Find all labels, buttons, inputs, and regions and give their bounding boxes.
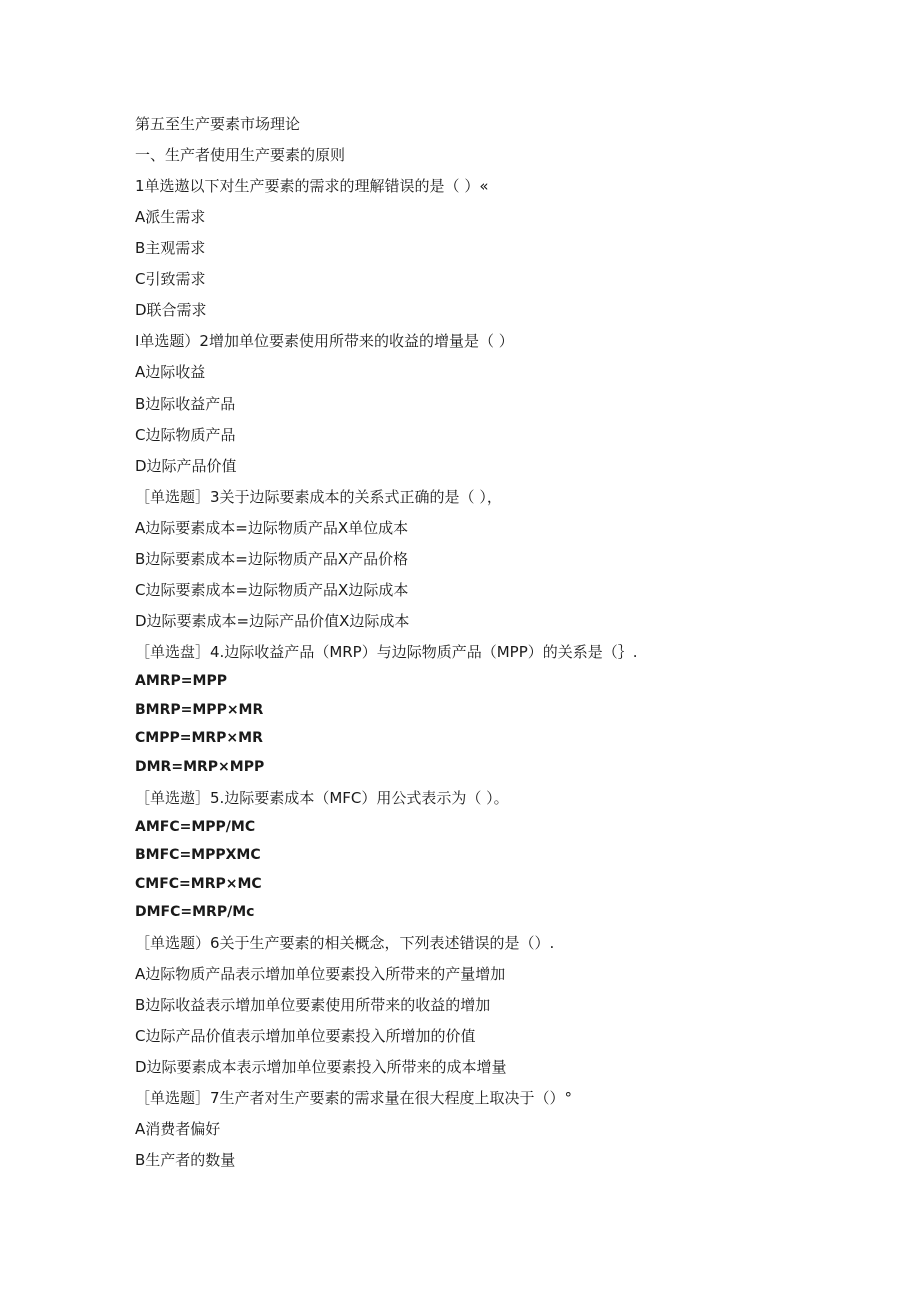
option-line: C边际产品价值表示增加单位要素投入所增加的价值 [135,1027,476,1045]
option-line: DMFC=MRP/Mc [135,904,255,920]
question-6: ［单选题）6关于生产要素的相关概念，下列表述错误的是（）. [135,934,555,952]
option-line: A派生需求 [135,208,206,226]
question-3: ［单选题］3关于边际要素成本的关系式正确的是（ ）， [135,488,502,506]
document-title: 第五至生产要素市场理论 [135,115,301,133]
option-line: AMFC=MPP/MC [135,819,256,835]
option-line: B主观需求 [135,239,206,257]
option-line: CMPP=MRP×MR [135,730,263,746]
question-5: ［单选遨］5.边际要素成本（MFC）用公式表示为（ ）。 [135,789,509,807]
question-2: I单选题）2增加单位要素使用所带来的收益的增量是（ ） [135,332,514,350]
option-line: AMRP=MPP [135,673,227,689]
option-line: B生产者的数量 [135,1151,236,1169]
option-line: B边际要素成本=边际物质产品X产品价格 [135,550,409,568]
option-line: A边际要素成本=边际物质产品X单位成本 [135,519,409,537]
section-heading: 一、生产者使用生产要素的原则 [135,146,346,164]
option-line: D边际要素成本表示增加单位要素投入所带来的成本增量 [135,1058,507,1076]
option-line: D边际要素成本=边际产品价值X边际成本 [135,612,410,630]
question-1: 1单选遨以下对生产要素的需求的理解错误的是（ ）« [135,177,489,195]
option-line: D边际产品价值 [135,457,237,475]
option-line: C边际要素成本=边际物质产品X边际成本 [135,581,409,599]
option-line: C边际物质产品 [135,426,236,444]
option-line: A边际收益 [135,363,206,381]
option-line: BMFC=MPPXMC [135,847,261,863]
option-line: D联合需求 [135,301,207,319]
option-line: C引致需求 [135,270,206,288]
question-4: ［单选盘］4.边际收益产品（MRP）与边际物质产品（MPP）的关系是（｝. [135,643,638,661]
option-line: BMRP=MPP×MR [135,702,264,718]
option-line: DMR=MRP×MPP [135,759,265,775]
option-line: B边际收益表示增加单位要素使用所带来的收益的增加 [135,996,491,1014]
option-line: B边际收益产品 [135,395,236,413]
option-line: A消费者偏好 [135,1120,221,1138]
option-line: A边际物质产品表示增加单位要素投入所带来的产量增加 [135,965,506,983]
option-line: CMFC=MRP×MC [135,876,262,892]
question-7: ［单选题］7生产者对生产要素的需求量在很大程度上取决于（）° [135,1089,573,1107]
